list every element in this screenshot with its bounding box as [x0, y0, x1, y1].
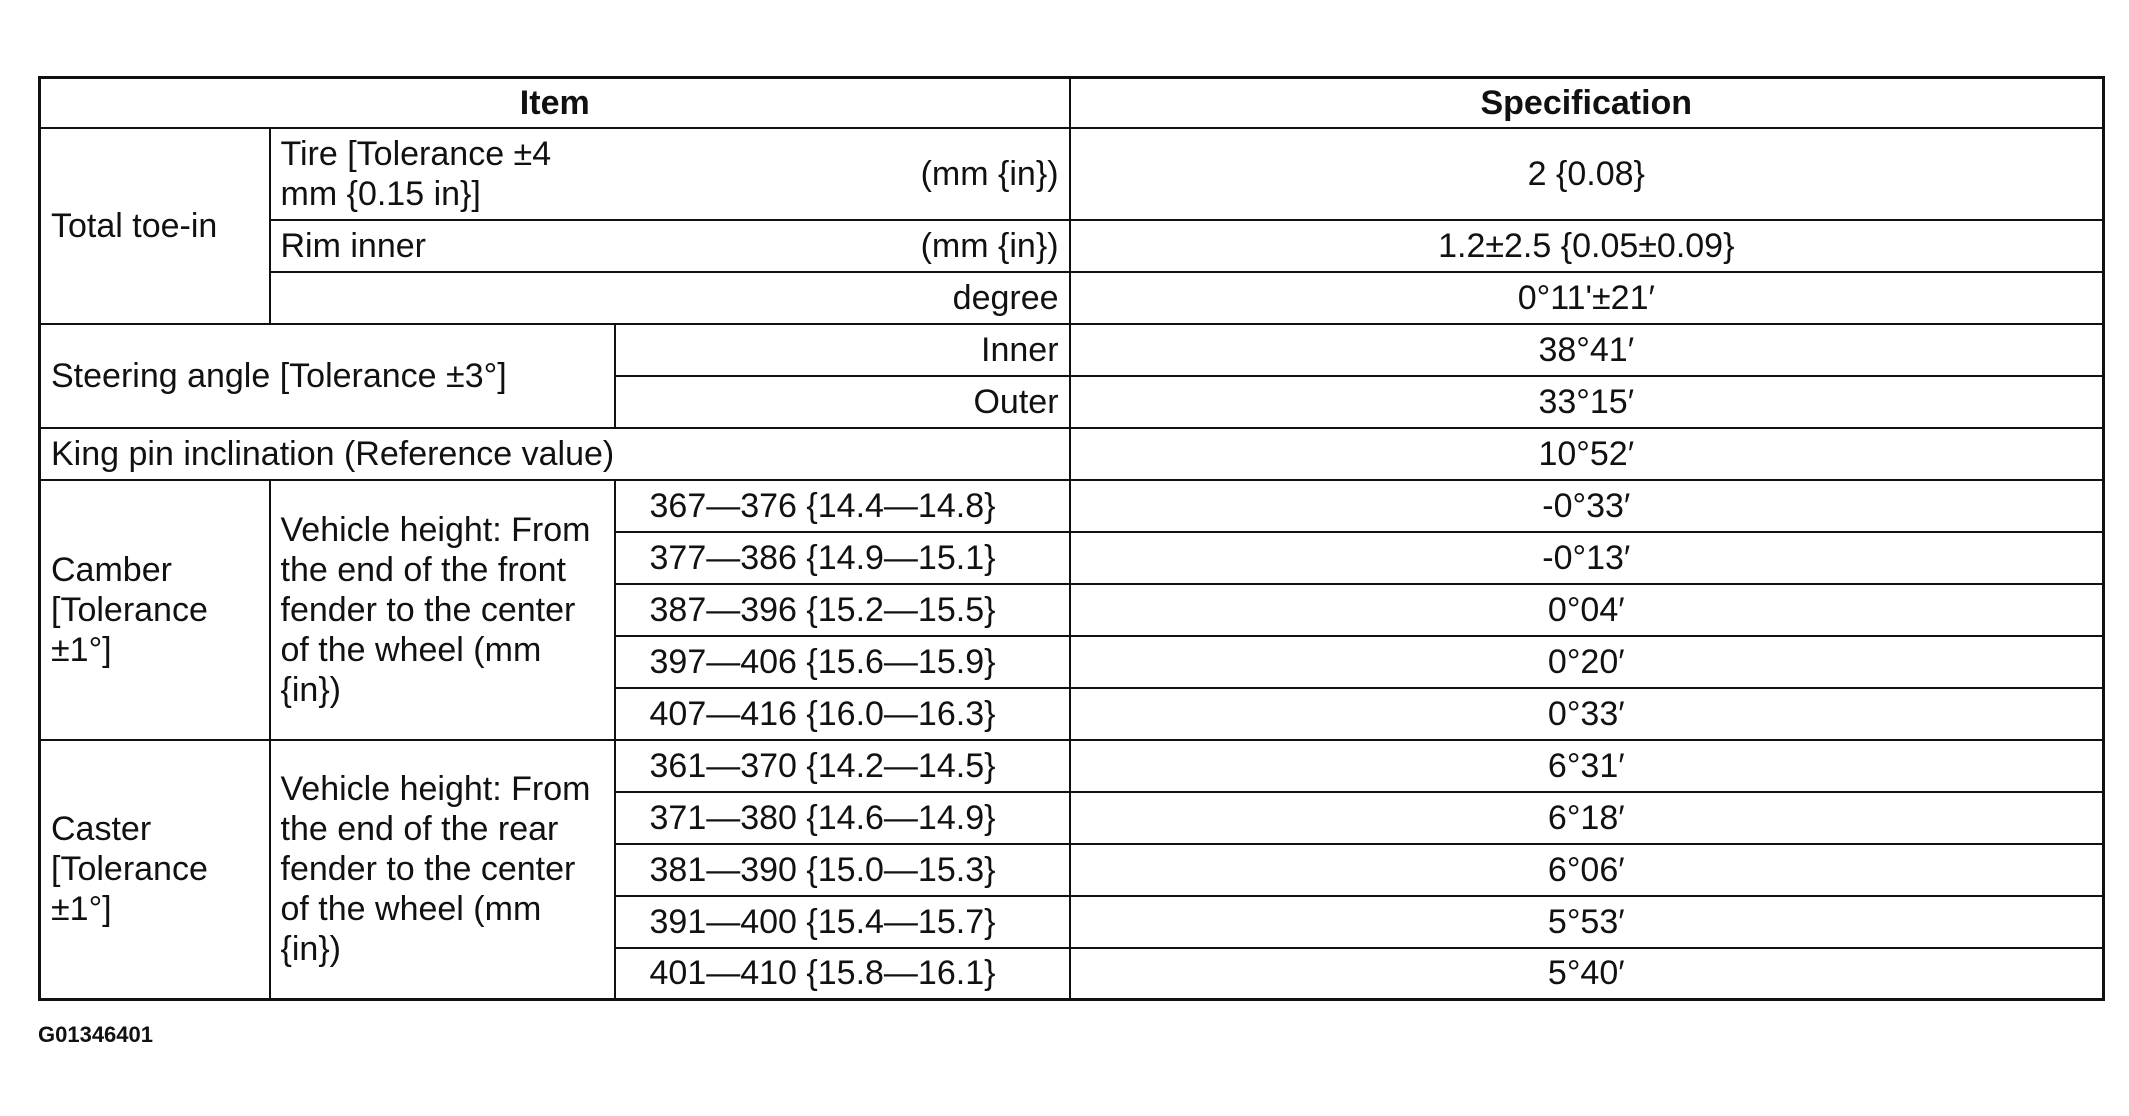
figure-code: G01346401 — [38, 1022, 153, 1047]
steering-inner-label: Inner — [615, 324, 1070, 376]
header-row — [40, 78, 2104, 128]
toe-in-rim-cell — [270, 220, 1070, 272]
caster-label: Caster [Tolerance ±1°] — [40, 740, 270, 1000]
camber-spec: 0°20′ — [1070, 636, 2104, 688]
steering-outer-spec: 33°15′ — [1070, 376, 2104, 428]
camber-label: Camber [Tolerance ±1°] — [40, 480, 270, 740]
toe-in-rim-spec: 1.2±2.5 {0.05±0.09} — [1070, 220, 2104, 272]
toe-in-tire-label: Tire [Tolerance ±4 mm {0.15 in}] — [280, 134, 552, 213]
steering-inner-row — [40, 324, 2104, 376]
camber-range: 407—416 {16.0—16.3} — [615, 688, 1070, 740]
camber-range: 377—386 {14.9—15.1} — [615, 532, 1070, 584]
camber-spec: -0°13′ — [1070, 532, 2104, 584]
toe-in-degree-row — [40, 272, 2104, 324]
steering-outer-label: Outer — [615, 376, 1070, 428]
camber-range: 367—376 {14.4—14.8} — [615, 480, 1070, 532]
camber-spec: 0°33′ — [1070, 688, 2104, 740]
king-pin-spec: 10°52′ — [1070, 428, 2104, 480]
camber-spec: 0°04′ — [1070, 584, 2104, 636]
camber-condition: Vehicle height: From the end of the front fender to the center of the wheel (mm {in}) — [270, 480, 615, 740]
alignment-spec-table — [38, 76, 2105, 1001]
toe-in-tire-unit: (mm {in}) — [920, 154, 1059, 193]
toe-in-label: Total toe-in — [40, 128, 270, 324]
caster-range: 401—410 {15.8—16.1} — [615, 948, 1070, 1000]
caster-condition: Vehicle height: From the end of the rear fender to the center of the wheel (mm {in}) — [270, 740, 615, 1000]
toe-in-degree-unit: degree — [270, 272, 1070, 324]
toe-in-rim-unit: (mm {in}) — [920, 226, 1059, 265]
caster-range: 381—390 {15.0—15.3} — [615, 844, 1070, 896]
toe-in-degree-spec: 0°11'±21′ — [1070, 272, 2104, 324]
caster-range: 361—370 {14.2—14.5} — [615, 740, 1070, 792]
steering-label: Steering angle [Tolerance ±3°] — [40, 324, 615, 428]
king-pin-label: King pin inclination (Reference value) — [40, 428, 1070, 480]
caster-range: 391—400 {15.4—15.7} — [615, 896, 1070, 948]
caster-range: 371—380 {14.6—14.9} — [615, 792, 1070, 844]
steering-inner-spec: 38°41′ — [1070, 324, 2104, 376]
caster-spec: 6°31′ — [1070, 740, 2104, 792]
king-pin-row — [40, 428, 2104, 480]
caster-spec: 5°40′ — [1070, 948, 2104, 1000]
toe-in-rim-label: Rim inner — [280, 226, 426, 265]
camber-spec: -0°33′ — [1070, 480, 2104, 532]
toe-in-tire-cell — [270, 128, 1070, 220]
camber-row — [40, 480, 2104, 532]
header-specification: Specification — [1070, 78, 2104, 128]
toe-in-rim-row — [40, 220, 2104, 272]
caster-spec: 6°18′ — [1070, 792, 2104, 844]
camber-range: 387—396 {15.2—15.5} — [615, 584, 1070, 636]
caster-spec: 5°53′ — [1070, 896, 2104, 948]
caster-spec: 6°06′ — [1070, 844, 2104, 896]
toe-in-tire-spec: 2 {0.08} — [1070, 128, 2104, 220]
caster-row — [40, 740, 2104, 792]
camber-range: 397—406 {15.6—15.9} — [615, 636, 1070, 688]
toe-in-tire-row — [40, 128, 2104, 220]
header-item: Item — [40, 78, 1070, 128]
